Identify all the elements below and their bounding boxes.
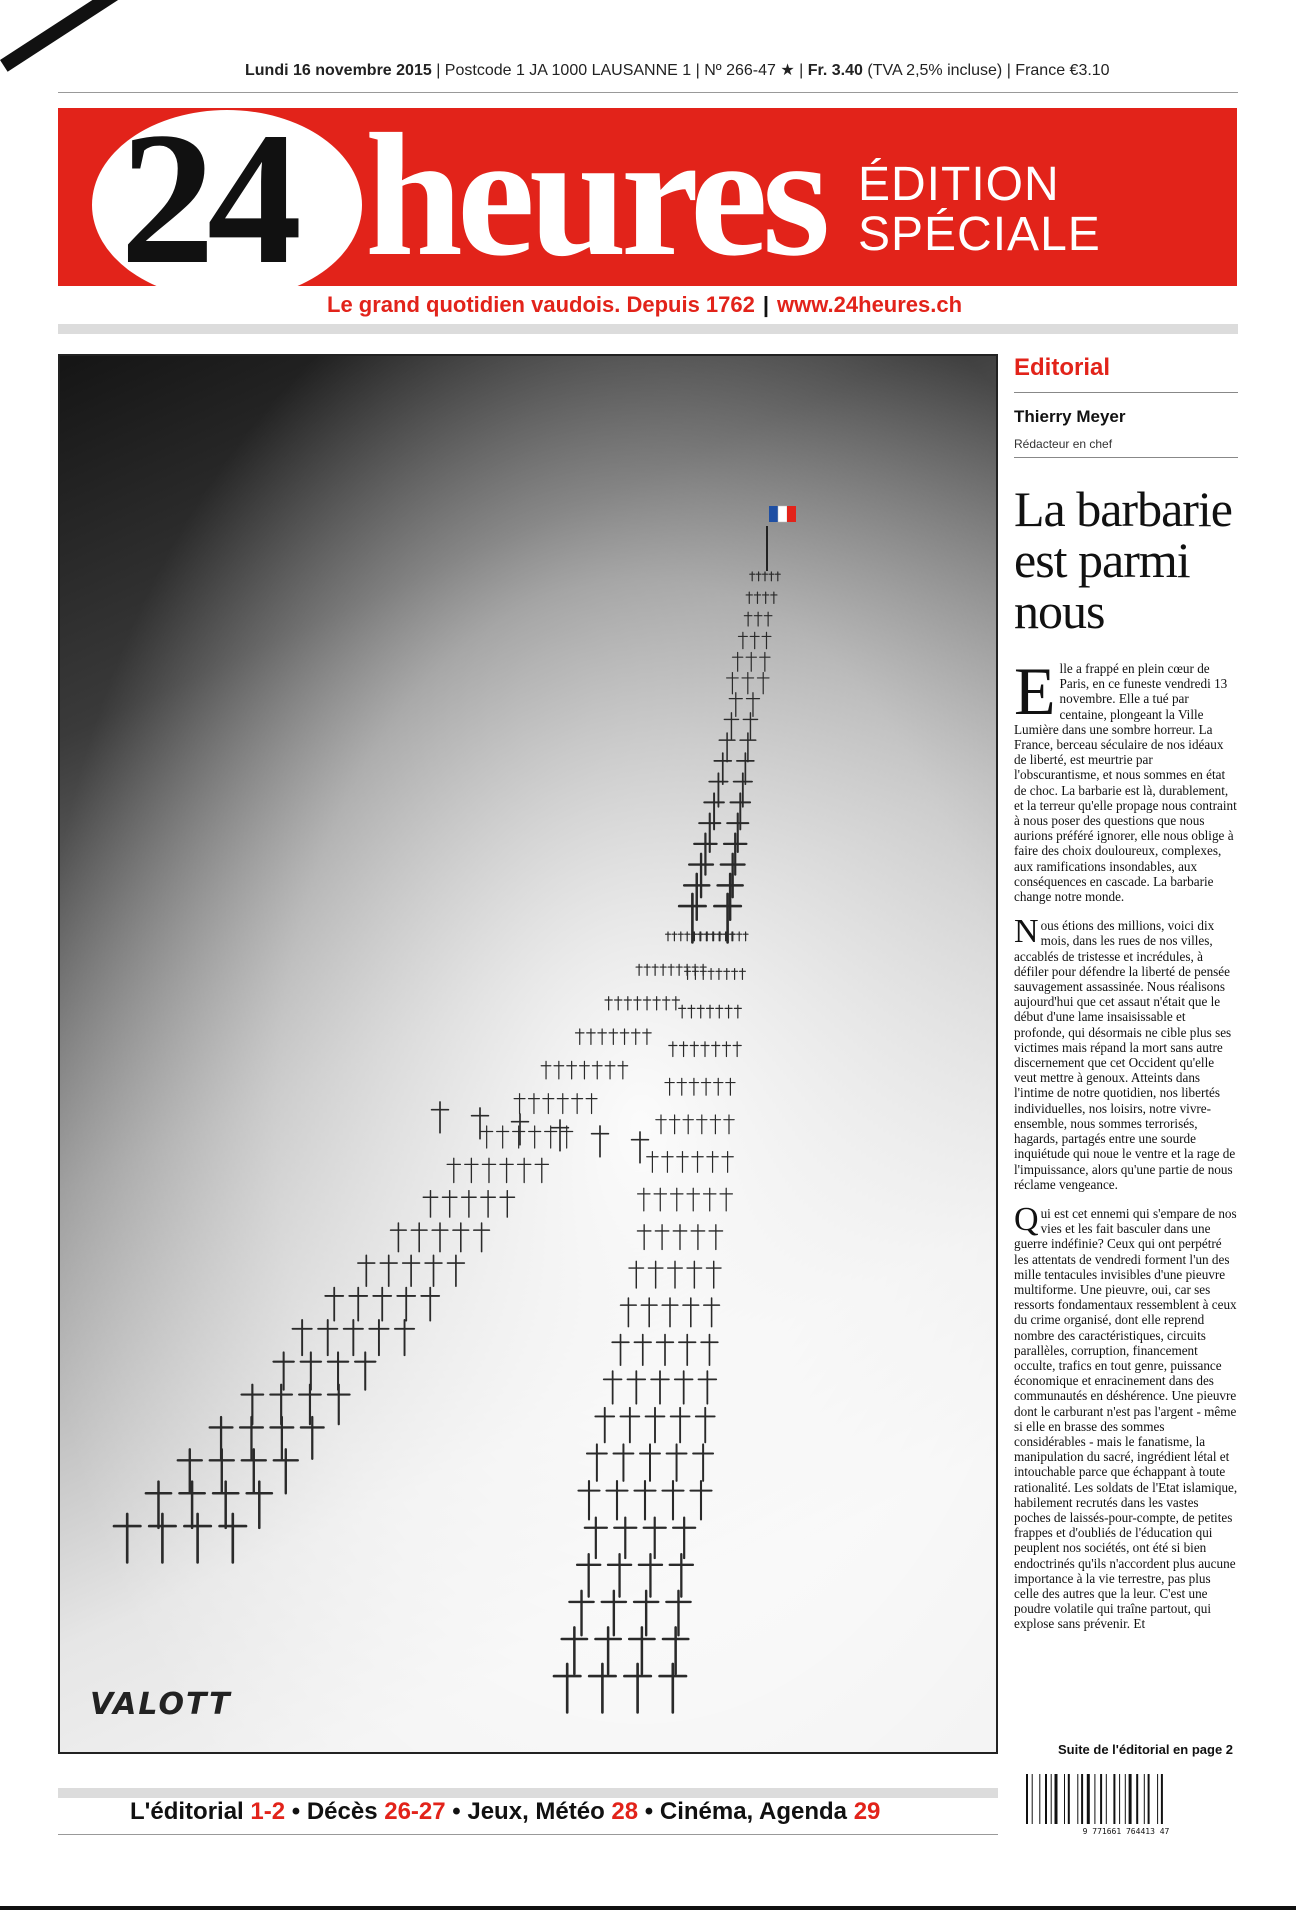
paragraph-text: ui est cet ennemi qui s'empare de nos vies et les fait basculer dans une guerre indéfinie? Ceux qui ont perpétré les attentats de vendredi forment l'un des mille tentacules invisibles d'une pieuvre multiforme. Une pieuvre, oui, car ses ressorts fondamentaux ressemblent à ceux du crime organisé, dont elle reprend nombre des caractéristiques, circuits parallèles, corruption, financement occulte, trafics en tout genre, puissance économique et enracinement dans des communautés en déshérence. Une pieuvre dont le carburant n'est pas l'argent - même si elle en brasse des sommes considérables - mais le fanatisme, la manipulation du sacré, ingrédient létal et intouchable parce que échappant à toute rationalité. Les soldats de l'Etat islamique, habilement recrutés dans les vastes poches de laissés-pour-compte, de petites frappes et d'oubliés de l'éducation qui peuplent nos sociétés, ont été si bien endoctrinés qu'ils n'accordent plus aucune importance à la vie terrestre, pas plus celle des autres que la leur. C'est une poudre volatile qui traîne partout, qui explose sans prévenir. Et	[1014, 1205, 1238, 1632]
footer-rule	[58, 1834, 998, 1835]
barcode-bar	[1087, 1774, 1090, 1824]
masthead-number: 24	[120, 94, 294, 304]
masthead-divider	[58, 324, 1238, 334]
dateline: Lundi 16 novembre 2015 | Postcode 1 JA 1000 LAUSANNE 1 | Nº 266-47 ★ | Fr. 3.40 (TVA 2,5% incluse) | France €3.10	[245, 62, 1110, 79]
barcode-bar	[1129, 1774, 1132, 1824]
barcode-bar	[1148, 1774, 1150, 1824]
continuation-link[interactable]: Suite de l'éditorial en page 2	[1058, 1742, 1234, 1757]
tva-note: (TVA 2,5% incluse)	[867, 62, 1003, 79]
postcode: Postcode 1 JA 1000 LAUSANNE 1	[444, 62, 692, 79]
front-cartoon	[58, 354, 998, 1754]
barcode-bar	[1068, 1774, 1070, 1824]
barcode-bar	[1119, 1774, 1120, 1824]
barcode-bar	[1064, 1774, 1065, 1824]
editorial-paragraph-3	[1014, 1200, 1238, 1632]
price-fr: France €3.10	[1015, 62, 1110, 79]
paragraph-text: lle a frappé en plein cœur de Paris, en ce funeste vendredi 13 novembre. Elle a tué par centaine, plongeant la Ville Lumière dans une sombre horreur. La France, berceau séculaire de nos idéaux de liberté, est meurtrie par l'obscurantisme, et nous sommes en état de choc. La barbarie est là, durablement, et la terreur qu'elle propage nous contraint à nous poser des questions que nous aurions préféré ignorer, elle nous oblige à faire des choix douloureux, complexes, aux ramifications insondables, aux conséquences en cascade. La barbarie change notre monde.	[1014, 661, 1237, 905]
issue-number: Nº 266-47 ★	[704, 62, 795, 79]
barcode-icon	[1014, 1772, 1238, 1836]
drop-cap: Q	[1014, 1200, 1039, 1238]
editorial-column	[1014, 354, 1238, 1645]
toc-label[interactable]: Cinéma, Agenda	[659, 1798, 854, 1825]
tagline-row: Le grand quotidien vaudois. Depuis 1762 | www.24heures.ch	[327, 292, 963, 317]
editorial-paragraph-2	[1014, 913, 1238, 1192]
toc-separator: •	[638, 1798, 660, 1825]
barcode-bar	[1100, 1774, 1102, 1824]
barcode-bar	[1081, 1774, 1083, 1824]
toc-label[interactable]: Décès	[306, 1798, 385, 1825]
paragraph-text: ous étions des millions, voici dix mois, dans les rues de nos villes, accablés de tristesse et incrédules, à défiler pour défendre la liberté de pensée sauvagement assassinée. Nous réalisons aujourd'hui que cet assaut n'était que le début d'une lame insaisissable et profonde, qui désormais ne cible plus ses victimes mais répand la mort sans autre discernement que cet Occident qu'elle veut mettre à genoux. Atteints dans l'intime de notre quotidien, nos libertés individuelles, nos loisirs, notre vivre-ensemble, nous sommes terrorisés, hagards, partagés entre une sourde inquiétude qui noue le ventre et la rage de l'impuissance, alors qu'une partie de nous réclame vengeance.	[1014, 918, 1236, 1192]
toc-pages[interactable]: 26-27	[384, 1798, 446, 1825]
barcode-bar	[1094, 1774, 1095, 1824]
editorial-paragraph-1	[1014, 653, 1238, 905]
toc-pages[interactable]: 1-2	[250, 1798, 286, 1825]
editorial-headline: La barbarie est parmi nous	[1014, 481, 1233, 639]
top-rule	[58, 92, 1238, 93]
drop-cap: N	[1014, 913, 1039, 951]
author-name: Thierry Meyer	[1014, 407, 1126, 426]
barcode-bar	[1136, 1774, 1138, 1824]
barcode-digits: 9 771661 764413 47	[1082, 1827, 1170, 1836]
edition-label	[858, 160, 1101, 261]
toc-separator: •	[285, 1798, 307, 1825]
barcode-bar	[1045, 1774, 1047, 1824]
page-bottom-edge	[0, 1906, 1296, 1910]
barcode-bar	[1125, 1774, 1126, 1824]
barcode-bar	[1077, 1774, 1078, 1824]
barcode-bar	[1032, 1774, 1033, 1824]
barcode-bar	[1051, 1774, 1052, 1824]
table-of-contents	[130, 1798, 880, 1826]
toc-label[interactable]: Jeux, Météo	[467, 1798, 612, 1825]
barcode-bar	[1055, 1774, 1058, 1824]
barcode-bar	[1026, 1774, 1028, 1824]
edition-line-1: ÉDITION	[858, 158, 1060, 211]
edition-line-2: SPÉCIALE	[858, 208, 1101, 262]
barcode-bar	[1106, 1774, 1107, 1824]
toc-label[interactable]: L'éditorial	[130, 1798, 251, 1825]
tagline: Le grand quotidien vaudois. Depuis 1762	[327, 292, 755, 317]
toc-pages[interactable]: 28	[611, 1798, 639, 1825]
toc-pages[interactable]: 29	[853, 1798, 881, 1825]
barcode-bar	[1039, 1774, 1040, 1824]
toc-separator: •	[445, 1798, 468, 1825]
eiffel-tower-of-crosses-icon	[60, 356, 996, 1752]
date: Lundi 16 novembre 2015	[245, 62, 432, 79]
barcode-bar	[1144, 1774, 1145, 1824]
barcode-bar	[1157, 1774, 1158, 1824]
author-role: Rédacteur en chef	[1014, 437, 1238, 458]
website-link[interactable]: www.24heures.ch	[777, 292, 963, 317]
section-label: Editorial	[1014, 354, 1238, 393]
masthead-name: heures	[365, 98, 825, 293]
price-ch: Fr. 3.40	[807, 62, 863, 79]
barcode-bar	[1161, 1774, 1163, 1824]
drop-cap: E	[1014, 653, 1056, 729]
footer-divider	[58, 1788, 998, 1798]
barcode-bar	[1113, 1774, 1115, 1824]
mourning-band	[0, 0, 201, 72]
cartoonist-signature: VALOTT	[90, 1687, 232, 1722]
